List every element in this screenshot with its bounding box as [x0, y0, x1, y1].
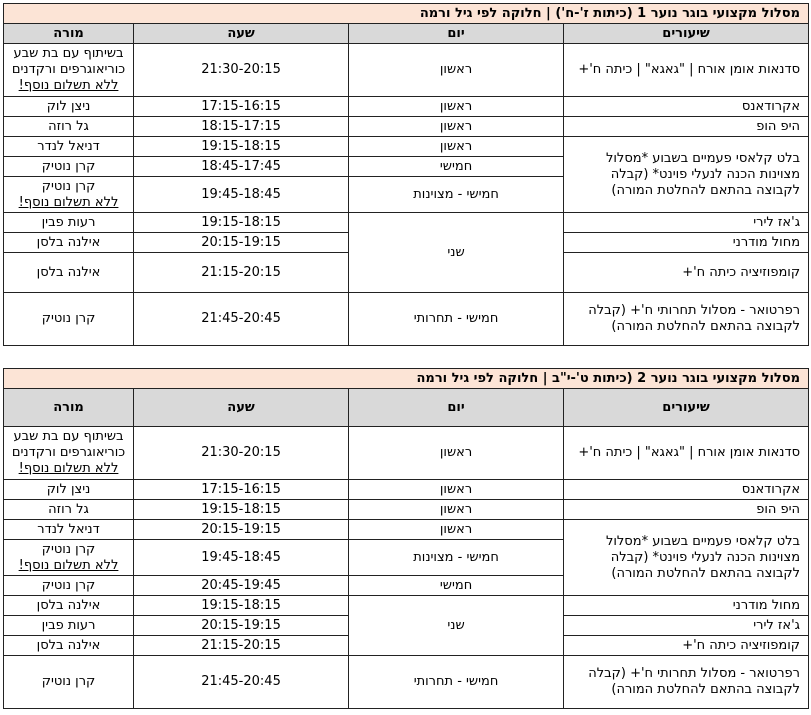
- teacher-note: ללא תשלום נוסף!: [18, 557, 119, 573]
- table-row: [4, 117, 809, 137]
- time-cell: 17:15-16:15: [134, 97, 349, 117]
- time-cell: 21:30-20:15: [134, 427, 349, 480]
- table-row: [4, 97, 809, 117]
- time-cell: 20:15-19:15: [134, 520, 349, 540]
- table-row: [4, 500, 809, 520]
- table-row: [4, 427, 809, 480]
- teacher-cell: גל רוזה: [4, 117, 134, 137]
- teacher-cell: רעות פבין: [4, 616, 134, 636]
- time-cell: 21:15-20:15: [134, 253, 349, 293]
- header-subjects: שיעורים: [564, 24, 809, 44]
- teacher-cell: [4, 44, 134, 97]
- day-cell: ראשון: [349, 520, 564, 540]
- subject-cell: קומפוזיציה כיתה ח'+: [564, 636, 809, 656]
- subject-cell: רפרטואר - מסלול תחרותי ח'+ (קבלה לקבוצה בהתאם להחלטת המורה): [564, 293, 809, 346]
- day-cell: חמישי - מצוינות: [349, 540, 564, 576]
- time-cell: 20:15-19:15: [134, 233, 349, 253]
- subject-cell: רפרטואר - מסלול תחרותי ח'+ (קבלה לקבוצה בהתאם להחלטת המורה): [564, 656, 809, 709]
- table-row: [4, 656, 809, 709]
- header-subjects: שיעורים: [564, 389, 809, 427]
- table-row: [4, 293, 809, 346]
- teacher-cell: קרן נוטיק: [4, 157, 134, 177]
- subject-cell: מחול מודרני: [564, 596, 809, 616]
- teacher-cell: [4, 540, 134, 576]
- subject-cell: סדנאות אומן אורח | "גאגא" | כיתה ח'+: [564, 44, 809, 97]
- teacher-cell: קרן נוטיק: [4, 293, 134, 346]
- subject-cell: בלט קלאסי פעמיים בשבוע *מסלול מצוינות הכנה לנעלי פוינט* (קבלה לקבוצה בהתאם להחלטת המורה): [564, 520, 809, 596]
- header-time: שעה: [134, 389, 349, 427]
- day-cell: שני: [349, 213, 564, 293]
- teacher-name: קרן נוטיק: [41, 541, 96, 557]
- time-cell: 18:45-17:45: [134, 157, 349, 177]
- teacher-cell: [4, 177, 134, 213]
- table-row: [4, 520, 809, 540]
- teacher-cell: רעות פבין: [4, 213, 134, 233]
- time-cell: 20:45-19:45: [134, 576, 349, 596]
- time-cell: 21:15-20:15: [134, 636, 349, 656]
- day-cell: ראשון: [349, 44, 564, 97]
- teacher-cell: ניצן לוק: [4, 480, 134, 500]
- time-cell: 19:45-18:45: [134, 177, 349, 213]
- teacher-cell: אילנה בלסן: [4, 233, 134, 253]
- table-row: [4, 44, 809, 97]
- time-cell: 21:45-20:45: [134, 656, 349, 709]
- subject-cell: קומפוזיציה כיתה ח'+: [564, 253, 809, 293]
- day-cell: ראשון: [349, 137, 564, 157]
- day-cell: ראשון: [349, 427, 564, 480]
- table-title: מסלול מקצועי בוגר נוער 1 (כיתות ז'-ח') | חלוקה לפי גיל ורמה: [4, 4, 809, 24]
- schedule-table-2: [3, 368, 809, 709]
- time-cell: 21:30-20:15: [134, 44, 349, 97]
- day-cell: חמישי - מצוינות: [349, 177, 564, 213]
- teacher-cell: דניאל לנדר: [4, 520, 134, 540]
- day-cell: ראשון: [349, 480, 564, 500]
- time-cell: 21:45-20:45: [134, 293, 349, 346]
- teacher-cell: גל רוזה: [4, 500, 134, 520]
- teacher-note: ללא תשלום נוסף!: [18, 78, 119, 93]
- teacher-name: בשיתוף עם בת שבע כוריאוגרפים ורקדנים: [11, 429, 126, 460]
- header-day: יום: [349, 24, 564, 44]
- header-teacher: מורה: [4, 389, 134, 427]
- subject-cell: סדנאות אומן אורח | "גאגא" | כיתה ח'+: [564, 427, 809, 480]
- teacher-cell: אילנה בלסן: [4, 253, 134, 293]
- subject-cell: ג'אז לירי: [564, 213, 809, 233]
- header-teacher: מורה: [4, 24, 134, 44]
- teacher-cell: דניאל לנדר: [4, 137, 134, 157]
- teacher-note: ללא תשלום נוסף!: [18, 194, 119, 210]
- subject-cell: ג'אז לירי: [564, 616, 809, 636]
- subject-cell: מחול מודרני: [564, 233, 809, 253]
- teacher-name: קרן נוטיק: [41, 178, 96, 194]
- day-cell: חמישי: [349, 576, 564, 596]
- header-time: שעה: [134, 24, 349, 44]
- table-row: [4, 213, 809, 233]
- day-cell: חמישי - תחרותי: [349, 293, 564, 346]
- time-cell: 18:15-17:15: [134, 117, 349, 137]
- subject-cell: היפ הופ: [564, 500, 809, 520]
- time-cell: 20:15-19:15: [134, 616, 349, 636]
- day-cell: חמישי - תחרותי: [349, 656, 564, 709]
- teacher-name: בשיתוף עם בת שבע כוריאוגרפים ורקדנים: [11, 46, 126, 77]
- time-cell: 19:15-18:15: [134, 137, 349, 157]
- subject-cell: אקרודאנס: [564, 480, 809, 500]
- time-cell: 19:15-18:15: [134, 596, 349, 616]
- subject-cell: אקרודאנס: [564, 97, 809, 117]
- time-cell: 17:15-16:15: [134, 480, 349, 500]
- time-cell: 19:15-18:15: [134, 213, 349, 233]
- teacher-cell: קרן נוטיק: [4, 656, 134, 709]
- time-cell: 19:15-18:15: [134, 500, 349, 520]
- subject-cell: היפ הופ: [564, 117, 809, 137]
- time-cell: 19:45-18:45: [134, 540, 349, 576]
- teacher-cell: ניצן לוק: [4, 97, 134, 117]
- day-cell: ראשון: [349, 117, 564, 137]
- table-row: [4, 480, 809, 500]
- day-cell: שני: [349, 596, 564, 656]
- table-row: [4, 137, 809, 157]
- teacher-cell: אילנה בלסן: [4, 636, 134, 656]
- teacher-cell: קרן נוטיק: [4, 576, 134, 596]
- teacher-note: ללא תשלום נוסף!: [18, 461, 119, 476]
- day-cell: חמישי: [349, 157, 564, 177]
- day-cell: ראשון: [349, 500, 564, 520]
- table-title: מסלול מקצועי בוגר נוער 2 (כיתות ט'-י"ב | חלוקה לפי גיל ורמה: [4, 369, 809, 389]
- day-cell: ראשון: [349, 97, 564, 117]
- schedule-table-1: [3, 3, 809, 346]
- table-row: [4, 596, 809, 616]
- teacher-cell: [4, 427, 134, 480]
- header-day: יום: [349, 389, 564, 427]
- teacher-cell: אילנה בלסן: [4, 596, 134, 616]
- subject-cell: בלט קלאסי פעמיים בשבוע *מסלול מצוינות הכנה לנעלי פוינט* (קבלה לקבוצה בהתאם להחלטת המורה): [564, 137, 809, 213]
